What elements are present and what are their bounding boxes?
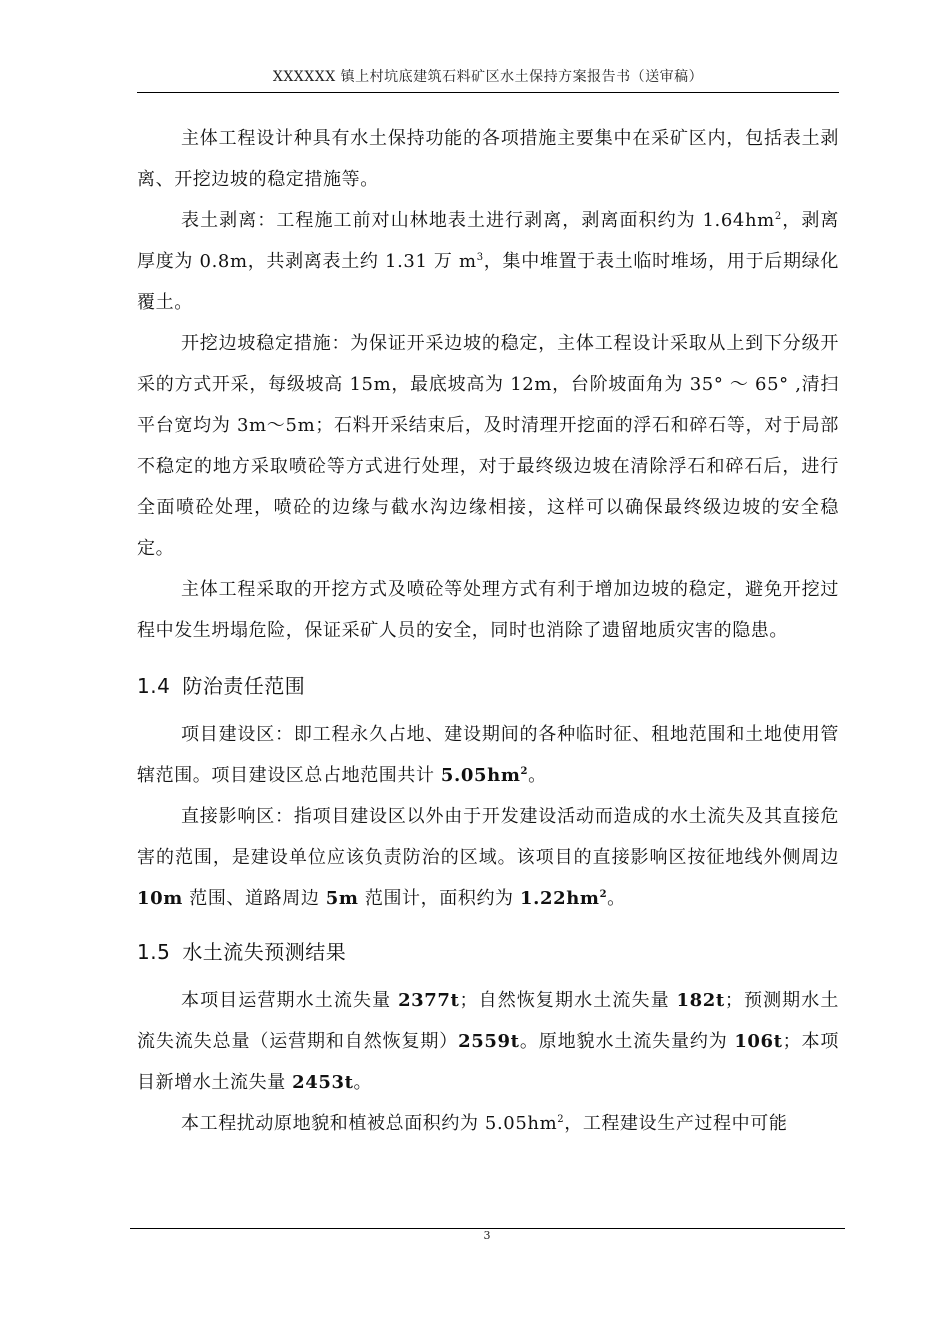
- text-run: 。原地貌水土流失量约为: [519, 1031, 735, 1052]
- text-run: 范围、道路周边: [182, 888, 326, 909]
- value-width: 10m: [137, 888, 183, 909]
- text-run: ，集中堆置于表土临时堆场，用于后期绿化覆土。: [137, 251, 839, 313]
- section-number: 1.4: [137, 674, 171, 698]
- value-area: 1.22hm: [519, 888, 600, 909]
- superscript: 2: [774, 211, 782, 222]
- section-heading-1-4: [137, 665, 839, 707]
- header-rule: [137, 92, 839, 93]
- value-erosion: 2559t: [458, 1031, 520, 1052]
- paragraph-project-area: [137, 714, 839, 796]
- paragraph-erosion-forecast: [137, 980, 839, 1103]
- superscript: 2: [599, 889, 608, 900]
- text-run: 表土剥离：工程施工前对山林地表土进行剥离，剥离面积约为 1.64hm: [181, 210, 775, 231]
- paragraph-excavation-benefit: 主体工程采取的开挖方式及喷砼等处理方式有利于增加边坡的稳定，避免开挖过程中发生坍塌危险，保证采矿人员的安全，同时也消除了遗留地质灾害的隐患。: [137, 579, 839, 641]
- section-number: 1.5: [137, 940, 171, 964]
- superscript: 2: [557, 1114, 565, 1125]
- text-run: 直接影响区：指项目建设区以外由于开发建设活动而造成的水土流失及其直接危害的范围，是建设单位应该负责防治的区域。该项目的直接影响区按征地线外侧周边: [137, 806, 839, 868]
- text-run: ；自然恢复期水土流失量: [459, 990, 677, 1011]
- page-number: 3: [483, 1229, 491, 1242]
- paragraph-impact-area: [137, 796, 839, 919]
- value-erosion: 106t: [734, 1031, 783, 1052]
- text-run: ；预测期水土流失流失总量（运营期和自然恢复期）: [137, 990, 839, 1052]
- text-run: ，剥离厚度为 0.8m，共剥离表土约 1.31 万 m: [137, 210, 839, 272]
- section-title: 水土流失预测结果: [182, 940, 347, 964]
- value-area: 5.05hm: [440, 765, 521, 786]
- superscript: 3: [476, 252, 484, 263]
- paragraph-intro: 主体工程设计种具有水土保持功能的各项措施主要集中在采矿区内，包括表土剥离、开挖边坡的稳定措施等。: [137, 128, 839, 190]
- section-heading-1-5: [137, 931, 839, 973]
- text-run: ；本项目新增水土流失量: [137, 1031, 839, 1093]
- running-header: XXXXXX 镇上村坑底建筑石料矿区水土保持方案报告书（送审稿）: [272, 69, 704, 85]
- text-run: 。: [607, 888, 626, 909]
- paragraph-slope-stability: 开挖边坡稳定措施：为保证开采边坡的稳定，主体工程设计采取从上到下分级开采的方式开采，每级坡高 15m，最底坡高为 12m，台阶坡面角为 35° ～ 65° ,清扫平台宽均为 3m～5m；石料开采结束后，及时清理开挖面的浮石和碎石等，对于局部不稳定的地方采取喷砼等方式进行处理，对于最终级边坡在清除浮石和碎石后，进行全面喷砼处理，喷砼的边缘与截水沟边缘相接，这样可以确保最终级边坡的安全稳定。: [137, 333, 839, 559]
- text-run: 本项目运营期水土流失量: [181, 990, 399, 1011]
- value-erosion: 2377t: [398, 990, 460, 1011]
- text-run: 。: [353, 1072, 373, 1093]
- superscript: 2: [520, 766, 529, 777]
- text-run: 本工程扰动原地貌和植被总面积约为 5.05hm: [181, 1113, 558, 1134]
- paragraph-disturbed-area: [137, 1103, 839, 1144]
- value-width: 5m: [325, 888, 359, 909]
- value-erosion: 182t: [676, 990, 725, 1011]
- text-run: 项目建设区：即工程永久占地、建设期间的各种临时征、租地范围和土地使用管辖范围。项目建设区总占地范围共计: [137, 724, 839, 786]
- text-run: 。: [528, 765, 547, 786]
- text-run: 范围计，面积约为: [358, 888, 520, 909]
- section-title: 防治责任范围: [182, 674, 306, 698]
- text-run: ，工程建设生产过程中可能: [564, 1113, 788, 1134]
- paragraph-topsoil-stripping: [137, 200, 839, 323]
- value-erosion: 2453t: [292, 1072, 354, 1093]
- document-body: [137, 118, 839, 1144]
